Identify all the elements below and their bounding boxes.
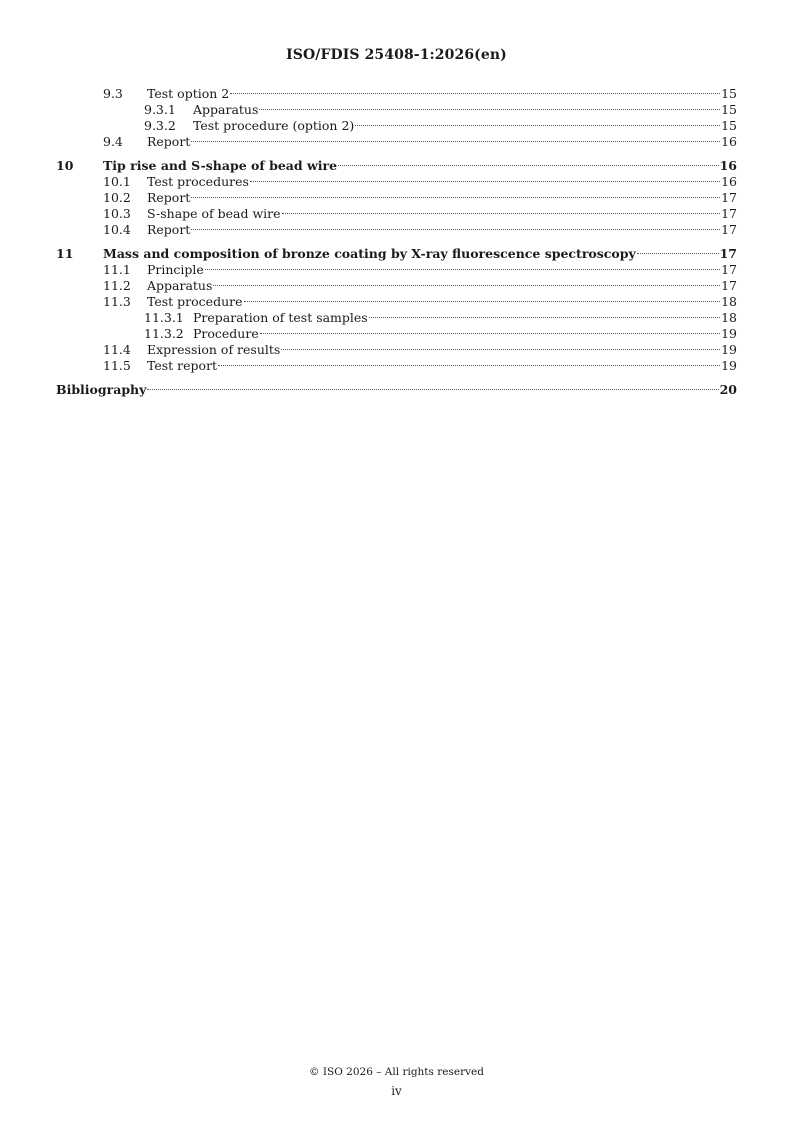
page-header: [0, 47, 793, 63]
toc-entry-title: Preparation of test samples: [193, 310, 368, 325]
dot-leader: [191, 197, 720, 198]
copyright-footer: [0, 1066, 793, 1078]
toc-entry[interactable]: [56, 174, 737, 190]
toc-entry-number: 10.2: [103, 190, 131, 205]
toc-entry-title: Test procedure: [147, 294, 243, 309]
toc-entry-number: 11: [56, 246, 74, 261]
dot-leader: [230, 93, 720, 94]
toc-entry[interactable]: [56, 278, 737, 294]
toc-entry-page: 17: [721, 262, 737, 277]
toc-entry-number: 10.4: [103, 222, 131, 237]
toc-entry-page: 17: [721, 278, 737, 293]
toc-entry[interactable]: [56, 262, 737, 278]
page-number-text: iv: [391, 1084, 402, 1098]
toc-entry-title: S-shape of bead wire: [147, 206, 281, 221]
dot-leader: [147, 389, 718, 390]
toc-entry-title: Procedure: [193, 326, 259, 341]
toc-entry-page: 19: [721, 342, 737, 357]
toc-entry-page: 18: [721, 310, 737, 325]
toc-entry-title: Expression of results: [147, 342, 281, 357]
toc-entry-number: 10: [56, 158, 74, 173]
toc-entry-number: 11.1: [103, 262, 131, 277]
dot-leader: [260, 333, 720, 334]
toc-entry-number: 11.4: [103, 342, 131, 357]
toc-entry-number: 9.4: [103, 134, 123, 149]
toc-entry[interactable]: [56, 358, 737, 374]
copyright-text: © ISO 2026 – All rights reserved: [309, 1066, 484, 1078]
toc-entry[interactable]: [56, 222, 737, 238]
toc-entry-page: 20: [719, 382, 737, 397]
toc-entry-page: 17: [719, 246, 737, 261]
toc-entry[interactable]: [56, 342, 737, 358]
toc-entry-title: Mass and composition of bronze coating by X-ray fluorescence spectroscopy: [103, 246, 636, 261]
toc-entry[interactable]: [56, 102, 737, 118]
toc-entry-number: 9.3.1: [144, 102, 176, 117]
toc-entry-title: Report: [147, 190, 191, 205]
toc-entry-title: Test report: [147, 358, 218, 373]
toc-entry-title: Principle: [147, 262, 204, 277]
dot-leader: [244, 301, 721, 302]
toc-entry[interactable]: [56, 190, 737, 206]
toc-entry-page: 16: [719, 158, 737, 173]
toc-entry-number: 10.1: [103, 174, 131, 189]
toc-entry-title: Bibliography: [56, 382, 147, 397]
dot-leader: [282, 213, 721, 214]
toc-entry[interactable]: [56, 158, 737, 174]
toc-entry[interactable]: [56, 134, 737, 150]
toc-entry-number: 11.5: [103, 358, 131, 373]
page-number: [0, 1084, 793, 1098]
toc-entry[interactable]: [56, 310, 737, 326]
toc-entry-title: Test option 2: [147, 86, 230, 101]
toc-entry-title: Test procedures: [147, 174, 249, 189]
table-of-contents: [56, 86, 737, 398]
toc-entry-number: 11.2: [103, 278, 131, 293]
dot-leader: [191, 229, 720, 230]
toc-entry-number: 9.3: [103, 86, 123, 101]
toc-entry-title: Report: [147, 222, 191, 237]
toc-entry[interactable]: [56, 118, 737, 134]
toc-entry-title: Apparatus: [193, 102, 259, 117]
toc-entry-page: 19: [721, 358, 737, 373]
toc-entry[interactable]: [56, 206, 737, 222]
dot-leader: [259, 109, 720, 110]
toc-entry-page: 16: [721, 134, 737, 149]
document-id: ISO/FDIS 25408-1:2026(en): [286, 47, 507, 63]
dot-leader: [218, 365, 720, 366]
toc-entry-title: Report: [147, 134, 191, 149]
toc-entry-page: 17: [721, 190, 737, 205]
toc-entry-page: 17: [721, 206, 737, 221]
dot-leader: [213, 285, 720, 286]
toc-entry-title: Apparatus: [147, 278, 213, 293]
toc-entry-page: 17: [721, 222, 737, 237]
toc-entry-title: Tip rise and S-shape of bead wire: [103, 158, 338, 173]
toc-entry-number: 11.3.2: [144, 326, 184, 341]
toc-entry-bibliography[interactable]: [56, 382, 737, 398]
toc-entry-page: 18: [721, 294, 737, 309]
toc-entry-number: 9.3.2: [144, 118, 176, 133]
dot-leader: [369, 317, 720, 318]
toc-entry-number: 11.3: [103, 294, 131, 309]
dot-leader: [281, 349, 720, 350]
dot-leader: [205, 269, 720, 270]
toc-entry-page: 15: [721, 86, 737, 101]
dot-leader: [355, 125, 720, 126]
dot-leader: [191, 141, 720, 142]
dot-leader: [250, 181, 720, 182]
toc-entry-page: 16: [721, 174, 737, 189]
dot-leader: [338, 165, 719, 166]
toc-entry-number: 11.3.1: [144, 310, 184, 325]
dot-leader: [637, 253, 719, 254]
toc-entry-page: 15: [721, 102, 737, 117]
toc-entry[interactable]: [56, 326, 737, 342]
toc-entry-number: 10.3: [103, 206, 131, 221]
toc-entry[interactable]: [56, 246, 737, 262]
toc-entry-page: 15: [721, 118, 737, 133]
toc-entry[interactable]: [56, 86, 737, 102]
toc-entry-title: Test procedure (option 2): [193, 118, 355, 133]
toc-entry-page: 19: [721, 326, 737, 341]
toc-entry[interactable]: [56, 294, 737, 310]
